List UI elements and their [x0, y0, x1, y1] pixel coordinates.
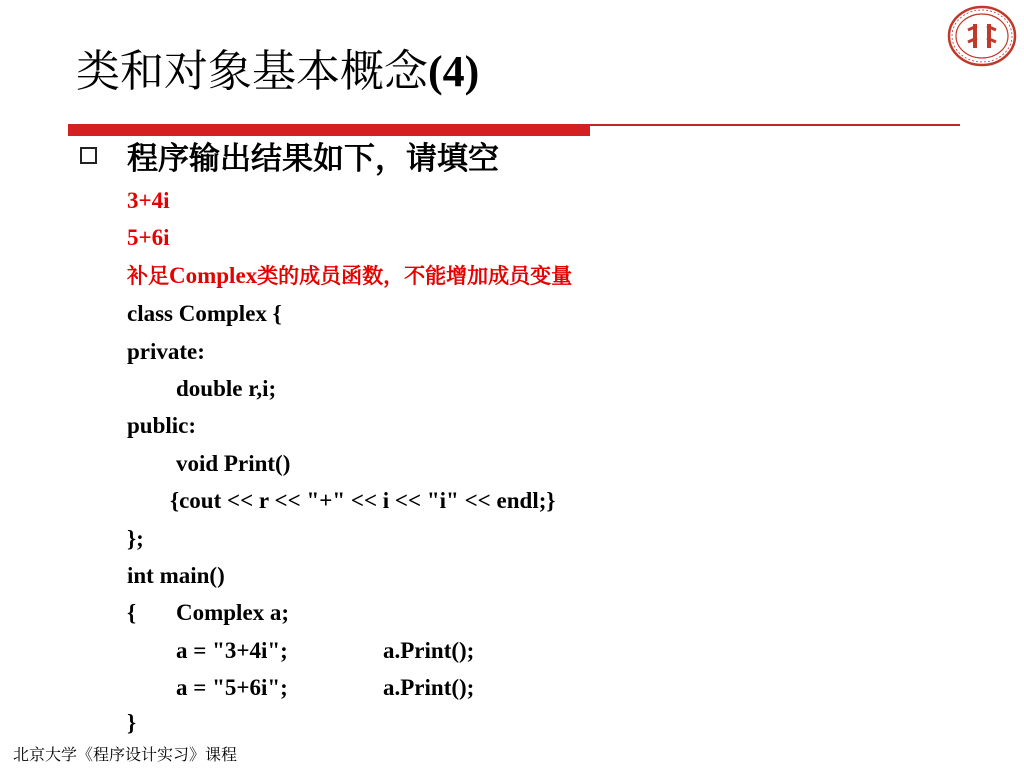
- code-member-vars: double r,i;: [176, 376, 277, 401]
- code-main-declaration: Complex a;: [176, 600, 290, 625]
- code-main-open-brace: {: [127, 600, 137, 625]
- output-line-1: 3+4i: [127, 188, 170, 213]
- code-assign-2: a = "5+6i";: [176, 675, 288, 700]
- instruction-prefix: 补足: [127, 264, 169, 288]
- instruction-class-name: Complex: [169, 263, 258, 288]
- code-print-1: a.Print();: [383, 638, 475, 663]
- code-method-body: {cout << r << "+" << i << "i" << endl;}: [170, 488, 556, 513]
- code-private-label: private:: [127, 339, 205, 364]
- output-line-2: 5+6i: [127, 225, 170, 250]
- title-accent-bar: [68, 125, 590, 136]
- peking-university-seal-icon: [944, 4, 1020, 68]
- slide-title-text: 类和对象基本概念: [76, 46, 428, 97]
- code-print-2: a.Print();: [383, 675, 475, 700]
- code-class-decl: class Complex {: [127, 301, 282, 326]
- bullet-heading: 程序输出结果如下，请填空: [127, 141, 499, 177]
- code-main-signature: int main(): [127, 563, 225, 588]
- code-assign-1: a = "3+4i";: [176, 638, 288, 663]
- code-class-end: };: [127, 526, 144, 551]
- code-method-signature: void Print(): [176, 451, 291, 476]
- hollow-square-bullet-icon: [80, 147, 97, 164]
- slide-title: [76, 40, 479, 104]
- slide-title-suffix: (4): [428, 47, 480, 96]
- slide-footer: 北京大学《程序设计实习》课程: [13, 745, 238, 764]
- instruction-line: [127, 261, 572, 291]
- instruction-suffix: 类的成员函数，不能增加成员变量: [257, 264, 573, 288]
- code-public-label: public:: [127, 413, 197, 438]
- code-main-close-brace: }: [127, 710, 137, 735]
